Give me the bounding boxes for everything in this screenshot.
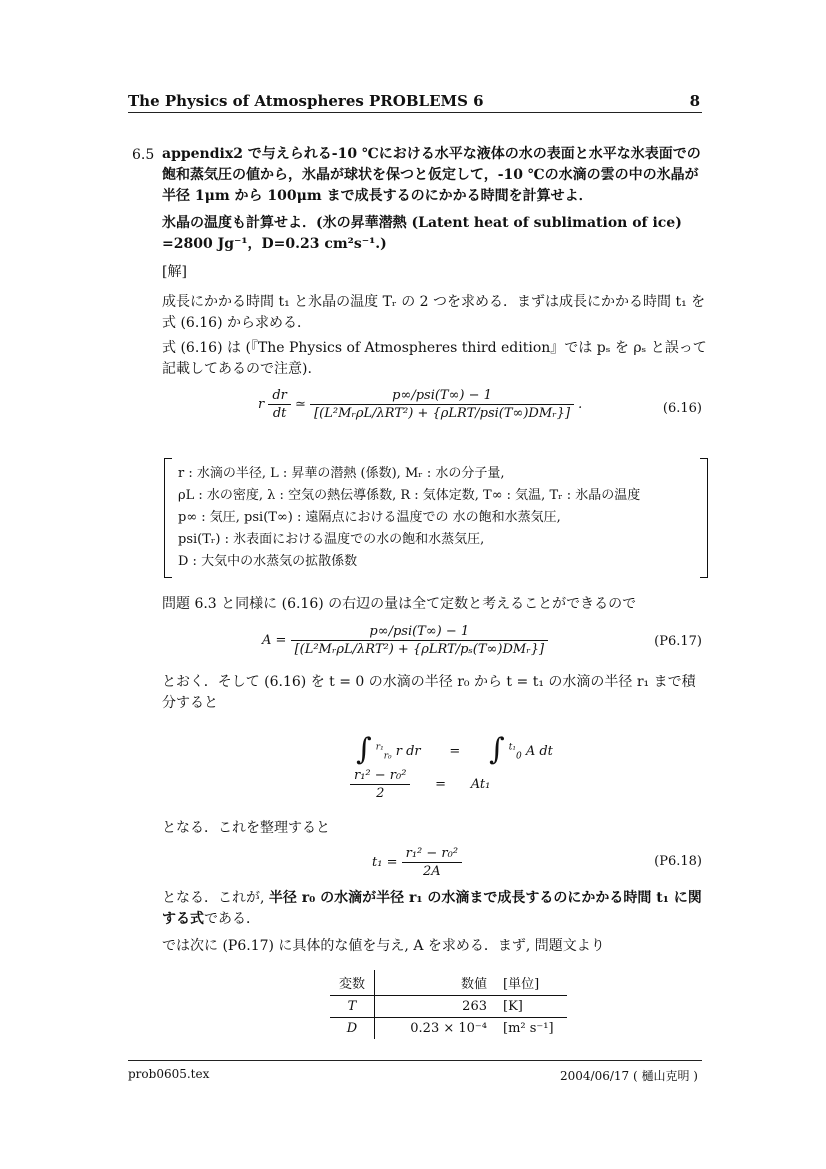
eqP618-den: 2A (422, 864, 441, 879)
solution-para-1: 成長にかかる時間 t₁ と氷晶の温度 Tᵣ の 2 つを求める．まずは成長にかかる時間 t₁ を式 (6.16) から求める． (162, 294, 706, 331)
table-header-row (330, 970, 567, 996)
integral-result-fraction (350, 768, 410, 801)
integral-sign: ∫ (488, 732, 505, 767)
table-cell: 0.23 × 10⁻⁴ (410, 1021, 487, 1036)
table-header-cell: 変数 (330, 970, 375, 996)
integral-result-rhs: At₁ (470, 777, 491, 792)
solution-label: [解] (162, 264, 187, 280)
eq616-number: (6.16) (662, 401, 702, 416)
problem-statement-2: 氷晶の温度も計算せよ．(氷の昇華潜熱 (Latent heat of sublimation of ice) =2800 Jg⁻¹，D=0.23 cm²s⁻¹.) (162, 215, 682, 252)
solution-para-3: 問題 6.3 と同様に (6.16) の右辺の量は全て定数と考えることができるので (162, 596, 637, 612)
problem-statement-1: appendix2 で与えられる-10 ℃における水平な液体の水の表面と水平な氷表面での飽和蒸気圧の値から，氷晶が球状を保つと仮定して，-10 ℃の水滴の雲の中の氷晶が半径 1μm から 100μm まで成長するのにかかる時間を計算せよ． (162, 146, 701, 204)
integral-upper-limit: r₁ (375, 742, 384, 753)
definition-line: p∞ : 気圧, psi(T∞) : 遠隔点における温度での 水の飽和水蒸気圧, (178, 510, 561, 525)
table-row (330, 1018, 567, 1040)
solution-para-7: では次に (P6.17) に具体的な値を与え, A を求める．まず, 問題文より (162, 938, 605, 954)
solution-para-2: 式 (6.16) は (『The Physics of Atmospheres third edition』では pₛ を ρₛ と誤って記載してあるので注意). (162, 340, 707, 377)
page-footer (128, 1060, 702, 1083)
variables-table (330, 970, 567, 1039)
integral-lhs-body: r dr (395, 744, 421, 759)
para-6-emphasis: 半径 r₀ の水滴が半径 r₁ の水滴まで成長するのにかかる時間 t₁ に関する式 (162, 890, 702, 927)
footer-date-author: 2004/06/17 ( 樋山克明 ) (560, 1069, 698, 1083)
equation-6-16 (258, 388, 582, 421)
header-title: The Physics of Atmospheres PROBLEMS 6 (128, 92, 484, 110)
eqP617-denominator: [(L²MᵣρL/λRT²) + {ρLRT/pₛ(T∞)DMᵣ}] (294, 642, 545, 657)
integral-result-den: 2 (376, 786, 385, 801)
table-cell: [m² s⁻¹] (503, 1021, 554, 1036)
integral-equation (356, 728, 553, 767)
solution-para-4: とおく．そして (6.16) を t = 0 の水滴の半径 r₀ から t = t₁ の水滴の半径 r₁ まで積分すると (162, 674, 696, 711)
definitions-list (178, 463, 698, 573)
footer-filename: prob0605.tex (128, 1067, 210, 1081)
eq616-suffix: . (578, 397, 583, 412)
running-header (128, 90, 702, 113)
left-bracket (164, 458, 172, 578)
integral-sign: ∫ (356, 732, 372, 767)
definition-line: r : 水滴の半径, L : 昇華の潜熱 (係数), Mᵣ : 水の分子量, (178, 466, 505, 481)
table-cell: D (330, 1018, 375, 1040)
solution-para-5: となる．これを整理すると (162, 820, 330, 836)
eq616-fraction (310, 388, 574, 421)
eq616-lhs-num: dr (268, 388, 291, 405)
solution-para-6 (162, 888, 707, 930)
eq616-numerator: p∞/psi(T∞) − 1 (310, 388, 574, 405)
definition-line: D : 大気中の水蒸気の拡散係数 (178, 554, 358, 569)
page-number: 8 (689, 92, 700, 110)
eq616-denominator: [(L²MᵣρL/λRT²) + {ρLRT/psi(T∞)DMᵣ}] (314, 406, 571, 421)
integral-eq-sign: = (449, 744, 461, 759)
definition-line: ρL : 水の密度, λ : 空気の熱伝導係数, R : 気体定数, T∞ : 気温, Tᵣ : 氷晶の温度 (178, 488, 641, 503)
eq616-relation: ≃ (295, 397, 306, 412)
para-6-tail: である． (204, 911, 260, 927)
problem-number: 6.5 (132, 147, 155, 163)
integral-lower-limit: r₀ (383, 751, 392, 762)
table-cell: [K] (495, 996, 567, 1018)
eqP618-fraction (402, 846, 462, 879)
table-header-cell: 数値 (375, 970, 496, 996)
right-bracket (700, 458, 708, 578)
table-cell: 263 (375, 996, 496, 1018)
table-row (330, 996, 567, 1018)
eqP618-num: r₁² − r₀² (402, 846, 462, 863)
eqP617-fraction (291, 624, 548, 657)
eq616-derivative (268, 388, 291, 421)
eqP617-numerator: p∞/psi(T∞) − 1 (291, 624, 548, 641)
definitions-box (164, 458, 708, 576)
definition-line: psi(Tᵣ) : 氷表面における温度での水の飽和水蒸気圧, (178, 532, 485, 547)
eqP618-number: (P6.18) (654, 854, 702, 869)
integral-result-eq: = (435, 777, 447, 792)
eq616-lhs-den: dt (272, 406, 287, 421)
eqP618-lhs: t₁ = (372, 855, 398, 870)
integral-upper-limit: t₁ (508, 742, 516, 753)
integral-result-num: r₁² − r₀² (350, 768, 410, 785)
table-cell: T (330, 996, 375, 1018)
integral-lower-limit: 0 (515, 751, 522, 762)
equation-p6-17 (262, 624, 548, 657)
table-header-cell: [単位] (495, 970, 567, 996)
integral-rhs-body: A dt (525, 744, 553, 759)
eqP617-number: (P6.17) (654, 634, 702, 649)
eqP617-lhs: A = (262, 633, 287, 648)
para-6-lead: となる．これが, (162, 890, 269, 906)
equation-p6-18 (372, 846, 462, 879)
eq616-lhs-prefix: r (258, 397, 265, 412)
integral-result (350, 768, 490, 801)
